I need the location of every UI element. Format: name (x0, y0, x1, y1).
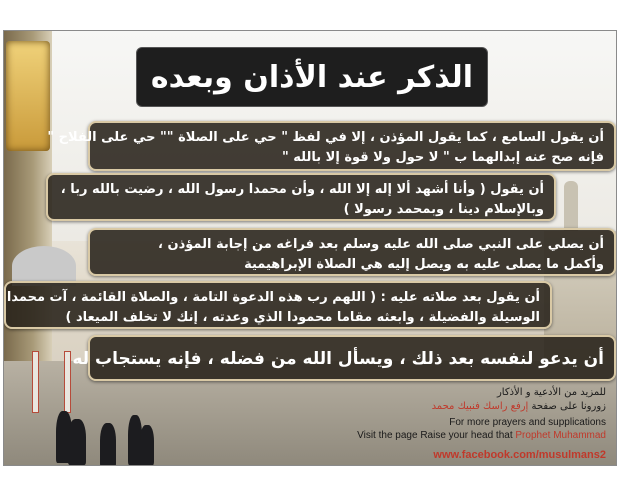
footer-english-visit (306, 430, 606, 441)
facebook-url-link[interactable]: www.facebook.com/musulmans2 (433, 449, 606, 461)
poster-title-text: الذكر عند الأذان وبعده (150, 59, 474, 95)
bollard (32, 351, 39, 413)
footer-arabic-visit (306, 401, 606, 412)
dhikr-panel-5 (72, 335, 616, 381)
poster-frame (3, 30, 617, 466)
panel-line: أن يقول بعد صلاته عليه : ( اللهم رب هذه الدعوة التامة ، والصلاة القائمة ، آت محمدا (6, 290, 540, 305)
poster-title (136, 47, 488, 107)
footer-arabic-more: للمزيد من الأدعية و الأذكار (496, 387, 606, 398)
panel-line: أن يدعو لنفسه بعد ذلك ، ويسأل الله من فضله ، فإنه يستجاب له (72, 349, 604, 369)
panel-line: أن يقول السامع ، كما يقول المؤذن ، إلا في لفظ " حي على الصلاة "" حي على الفلاح " (47, 130, 604, 145)
footer-arabic-visit-prefix: زورونا على صفحة (531, 401, 606, 412)
footer-english-visit-prefix: Visit the page Raise your head that (357, 430, 516, 441)
bollard (64, 351, 71, 413)
footer-english-more: For more prayers and supplications (449, 417, 606, 428)
pilgrim-figure (68, 419, 86, 465)
panel-line: وبالإسلام دينا ، وبمحمد رسولا ) (343, 202, 544, 217)
panel-line: وأكمل ما يصلى عليه به ويصل إليه هي الصلاة الإبراهيمية (244, 257, 604, 272)
pilgrim-figure (100, 423, 116, 466)
footer-page-name-arabic: إرفع راسك فنبيك محمد (431, 401, 529, 412)
panel-line: أن يصلي على النبي صلى الله عليه وسلم بعد فراغه من إجابة المؤذن ، (158, 237, 604, 252)
dhikr-panel-3 (88, 228, 616, 276)
panel-line: الوسيلة والفضيلة ، وابعثه مقاما محمودا الذي وعدته ، إنك لا تخلف الميعاد ) (65, 310, 540, 325)
panel-line: أن يقول ( وأنا أشهد ألا إله إلا الله ، وأن محمدا رسول الله ، رضيت بالله ربا ، (60, 182, 544, 197)
pilgrim-figure (140, 425, 154, 465)
dhikr-panel-1 (47, 121, 616, 171)
footer-page-name-english: Prophet Muhammad (515, 430, 606, 441)
dhikr-panel-4 (4, 281, 552, 329)
lantern-decoration (6, 41, 50, 151)
background-dome (12, 246, 76, 286)
dhikr-panel-2 (46, 173, 556, 221)
panel-line: فإنه صح عنه إبدالهما ب " لا حول ولا قوة إلا بالله " (282, 150, 604, 165)
